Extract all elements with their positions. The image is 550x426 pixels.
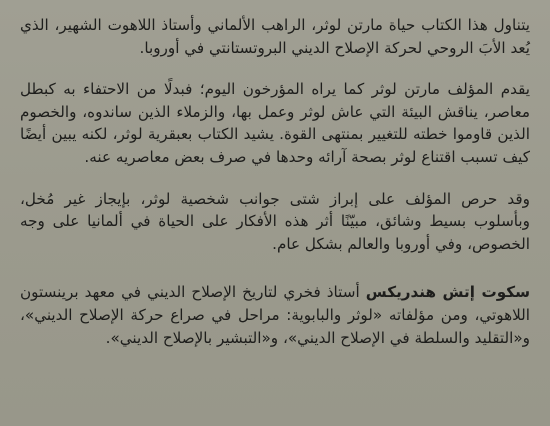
author-bio: أستاذ فخري لتاريخ الإصلاح الديني في معهد برينستون اللاهوتي، ومن مؤلفاته «لوثر والبابوية: مراحل في صراع حركة الإصلاح الديني»، و«التقليد والسلطة في الإصلاح الديني»، و«التبشير بالإصلاح الديني».	[20, 283, 530, 347]
author-paragraph	[20, 281, 530, 349]
description-paragraph: يقدم المؤلف مارتن لوثر كما يراه المؤرخون اليوم؛ فبدلًا من الاحتفاء به كبطل معاصر، يناقش البيئة التي عاش لوثر وعمل بها، والزملاء الذين ساندوه، والخصوم الذين قاوموا خطته للتغيير بمنتهى القوة. يشيد الكتاب بعبقرية لوثر، لكنه يبين أيضًا كيف تسبب اقتناع لوثر بصحة آرائه وحدها في صرف بعض معاصريه عنه.	[20, 80, 530, 166]
intro-paragraph: يتناول هذا الكتاب حياة مارتن لوثر، الراهب الألماني وأستاذ اللاهوت الشهير، الذي يُعد الأبَ الروحي لحركة الإصلاح الديني البروتستانتي في أوروبا.	[20, 16, 530, 57]
author-name: سكوت إتش هندريكس	[365, 283, 530, 302]
style-paragraph: وقد حرص المؤلف على إبراز شتى جوانب شخصية لوثر، بإيجاز غير مُخل، وبأسلوب بسيط وشائق، مبيّنًا أثر هذه الأفكار على الحياة في ألمانيا على وجه الخصوص، وفي أوروبا والعالم بشكل عام.	[20, 189, 530, 253]
